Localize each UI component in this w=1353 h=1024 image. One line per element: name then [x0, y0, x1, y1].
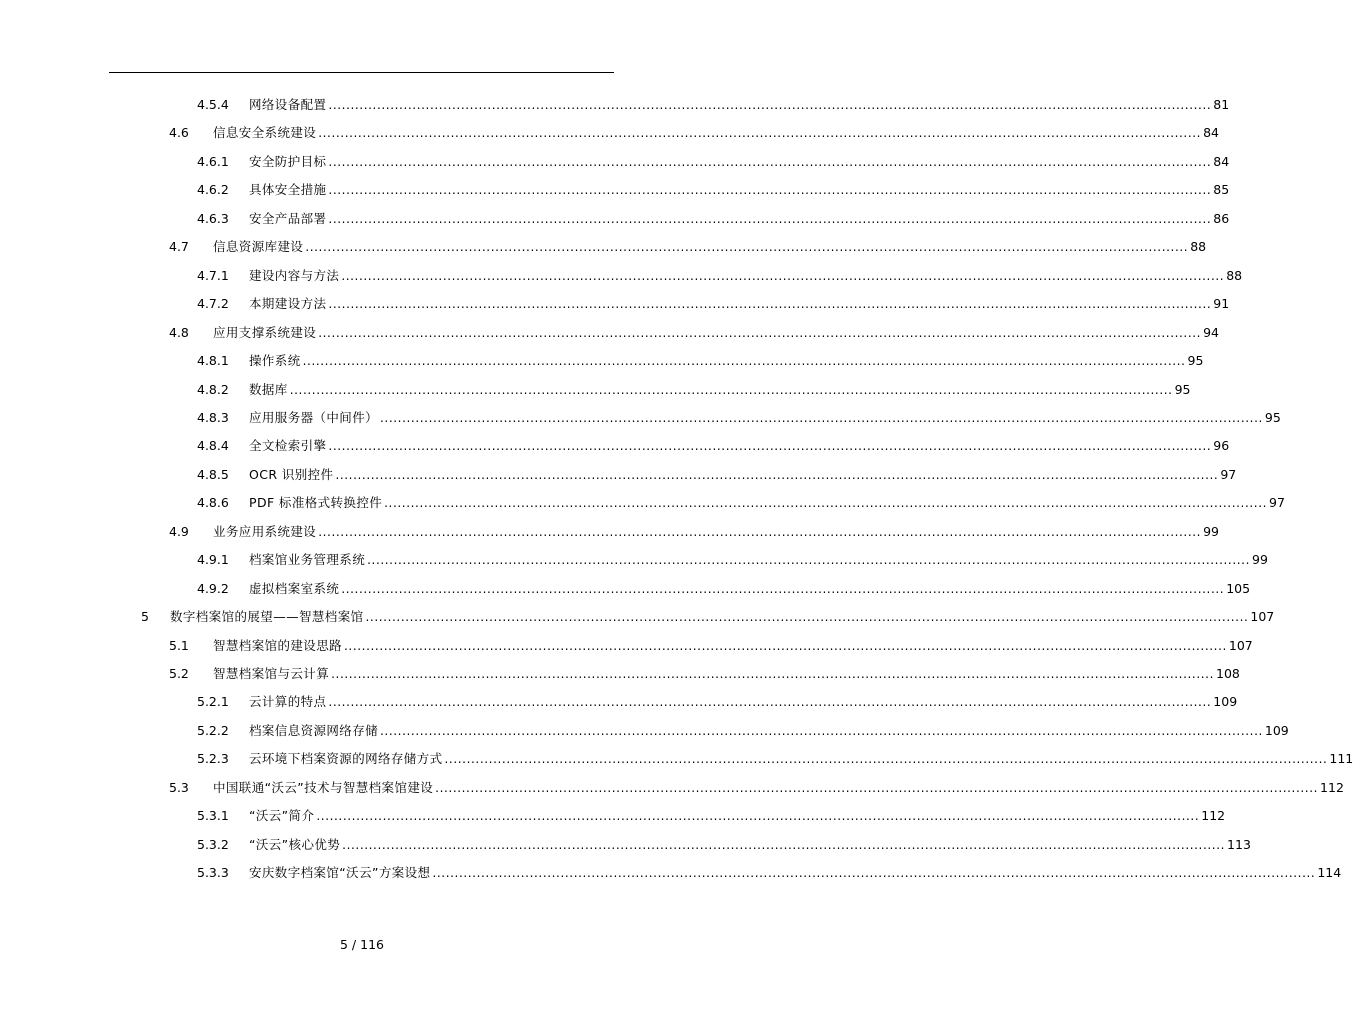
toc-entry[interactable] [197, 461, 1237, 483]
toc-entry-title: 信息安全系统建设 [213, 125, 317, 141]
toc-entry-number: 4.5.4 [197, 97, 229, 112]
toc-entry-page: 99 [1203, 523, 1219, 539]
toc-entry[interactable] [197, 489, 1285, 511]
toc-entry[interactable] [197, 831, 1251, 853]
toc-dot-leader: ........................................................................................................................................................................................................ [380, 723, 1263, 738]
toc-dot-leader: ........................................................................................................................................................................................................ [341, 268, 1225, 283]
toc-entry-page: 105 [1226, 580, 1251, 596]
toc-entry-title: 智慧档案馆的建设思路 [213, 637, 343, 653]
toc-dot-leader: ........................................................................................................................................................................................................ [365, 610, 1249, 625]
toc-entry-number: 5.1 [169, 637, 189, 653]
toc-entry-page: 107 [1250, 609, 1275, 625]
toc-entry[interactable] [169, 518, 1219, 540]
toc-dot-leader: ........................................................................................................................................................................................................ [328, 439, 1212, 454]
toc-entry-title: 安庆数字档案馆“沃云”方案设想 [249, 865, 431, 881]
toc-entry[interactable] [197, 859, 1342, 881]
toc-entry-number: 4.8 [169, 324, 189, 340]
toc-entry-page: 96 [1213, 438, 1230, 454]
toc-entry-number: 5.3.3 [197, 865, 229, 881]
toc-entry-title: 应用支撑系统建设 [213, 324, 317, 340]
toc-dot-leader: ........................................................................................................................................................................................................ [331, 667, 1214, 681]
toc-entry[interactable] [197, 575, 1251, 597]
toc-entry-page: 85 [1213, 182, 1230, 198]
toc-entry-number: 4.8.4 [197, 438, 229, 454]
toc-entry-number: 5.3.1 [197, 808, 229, 824]
toc-entry-page: 113 [1227, 836, 1251, 852]
toc-entry-number: 5.2 [169, 666, 189, 681]
toc-entry-number: 4.6.1 [197, 153, 229, 169]
toc-entry-title: 数据库 [249, 381, 288, 397]
toc-entry-page: 84 [1203, 125, 1219, 141]
toc-entry-title: 安全产品部署 [249, 210, 327, 226]
toc-entry-number: 4.8.2 [197, 381, 229, 397]
toc-dot-leader: ........................................................................................................................................................................................................ [335, 467, 1219, 482]
toc-entry[interactable] [197, 802, 1226, 824]
toc-entry-page: 108 [1216, 666, 1240, 681]
toc-entry-number: 4.6 [169, 125, 189, 141]
toc-entry-page: 97 [1269, 495, 1285, 511]
toc-entry[interactable] [197, 688, 1238, 710]
toc-entry[interactable] [169, 233, 1207, 255]
toc-entry[interactable] [169, 119, 1219, 141]
toc-entry-number: 5.2.1 [197, 694, 229, 710]
toc-entry-number: 4.8.6 [197, 495, 229, 511]
toc-entry-number: 4.6.3 [197, 210, 229, 226]
toc-entry[interactable] [197, 205, 1230, 227]
toc-entry[interactable] [197, 262, 1243, 284]
toc-dot-leader: ........................................................................................................................................................................................................ [302, 354, 1186, 369]
toc-entry-number: 4.7.1 [197, 267, 229, 283]
toc-entry-title: 信息资源库建设 [213, 239, 304, 255]
toc-dot-leader: ........................................................................................................................................................................................................ [318, 524, 1202, 539]
toc-entry-page: 112 [1320, 779, 1344, 795]
toc-entry-title: 云环境下档案资源的网络存储方式 [249, 751, 443, 767]
toc-dot-leader: ........................................................................................................................................................................................................ [318, 325, 1202, 340]
toc-entry-number: 5.2.2 [197, 722, 229, 738]
toc-entry[interactable] [197, 176, 1230, 198]
page-number: 5 / 116 [340, 937, 384, 952]
toc-entry-title: 操作系统 [249, 353, 301, 369]
toc-entry-page: 88 [1226, 267, 1243, 283]
toc-dot-leader: ........................................................................................................................................................................................................ [328, 695, 1212, 710]
toc-dot-leader: ........................................................................................................................................................................................................ [328, 98, 1212, 112]
toc-entry[interactable] [197, 290, 1230, 312]
toc-entry-page: 109 [1264, 722, 1289, 738]
toc-entry-page: 86 [1213, 210, 1230, 226]
toc-entry[interactable] [197, 432, 1230, 454]
toc-entry-number: 4.8.1 [197, 353, 229, 369]
toc-entry-title: 虚拟档案室系统 [249, 580, 340, 596]
toc-entry-number: 4.7.2 [197, 296, 229, 312]
toc-dot-leader: ........................................................................................................................................................................................................ [328, 154, 1212, 169]
toc-entry-title: 档案信息资源网络存储 [249, 722, 379, 738]
toc-entry[interactable] [197, 717, 1289, 739]
toc-entry-number: 4.9.1 [197, 552, 229, 568]
toc-entry-title: 中国联通“沃云”技术与智慧档案馆建设 [213, 779, 434, 795]
toc-entry[interactable] [169, 660, 1240, 682]
toc-entry[interactable] [197, 404, 1281, 426]
toc-dot-leader: ........................................................................................................................................................................................................ [305, 240, 1189, 255]
toc-entry[interactable] [169, 632, 1253, 654]
toc-dot-leader: ........................................................................................................................................................................................................ [316, 809, 1200, 824]
toc-dot-leader: ........................................................................................................................................................................................................ [328, 211, 1212, 226]
toc-dot-leader: ........................................................................................................................................................................................................ [435, 780, 1319, 795]
toc-entry-title: 本期建设方法 [249, 296, 327, 312]
toc-entry-page: 114 [1317, 865, 1342, 881]
toc-entry-number: 5 [141, 609, 149, 625]
toc-entry-title: OCR 识别控件 [249, 466, 334, 482]
toc-dot-leader: ........................................................................................................................................................................................................ [289, 382, 1173, 397]
toc-dot-leader: ........................................................................................................................................................................................................ [344, 638, 1227, 653]
toc-entry-page: 95 [1264, 409, 1281, 425]
toc-entry-title: 业务应用系统建设 [213, 523, 317, 539]
toc-dot-leader: ........................................................................................................................................................................................................ [384, 496, 1268, 511]
toc-entry-title: 建设内容与方法 [249, 267, 340, 283]
toc-entry-page: 107 [1228, 637, 1253, 653]
toc-entry-number: 4.9 [169, 523, 189, 539]
toc-entry-page: 112 [1201, 808, 1226, 824]
toc-entry-number: 4.7 [169, 239, 189, 255]
toc-entry-number: 5.3 [169, 779, 189, 795]
toc-entry-number: 4.9.2 [197, 580, 229, 596]
toc-entry-title: 具体安全措施 [249, 182, 327, 198]
toc-entry-number: 5.3.2 [197, 836, 229, 852]
toc-entry-page: 88 [1190, 239, 1207, 255]
toc-entry-page: 84 [1213, 153, 1230, 169]
toc-dot-leader: ........................................................................................................................................................................................................ [328, 183, 1212, 198]
toc-entry-number: 4.6.2 [197, 182, 229, 198]
toc-dot-leader: ........................................................................................................................................................................................................ [342, 837, 1226, 852]
toc-dot-leader: ........................................................................................................................................................................................................ [318, 126, 1202, 141]
toc-entry-page: 109 [1213, 694, 1238, 710]
toc-entry-title: 全文检索引擎 [249, 438, 327, 454]
toc-entry[interactable] [197, 91, 1230, 113]
toc-entry-title: 网络设备配置 [249, 97, 327, 112]
toc-dot-leader: ........................................................................................................................................................................................................ [380, 410, 1263, 425]
toc-entry[interactable] [197, 148, 1230, 170]
toc-entry[interactable] [197, 376, 1191, 398]
toc-entry-title: 智慧档案馆与云计算 [213, 666, 330, 681]
toc-entry-page: 91 [1213, 296, 1230, 312]
toc-entry[interactable] [197, 546, 1268, 568]
toc-entry-page: 95 [1174, 381, 1191, 397]
toc-dot-leader: ........................................................................................................................................................................................................ [432, 866, 1316, 881]
toc-dot-leader: ........................................................................................................................................................................................................ [341, 581, 1225, 596]
toc-entry-page: 95 [1187, 353, 1204, 369]
toc-entry-page: 97 [1220, 466, 1237, 482]
toc-entry[interactable] [197, 347, 1204, 369]
toc-entry-page: 81 [1213, 97, 1230, 112]
toc-entry-title: 数字档案馆的展望——智慧档案馆 [170, 609, 364, 625]
toc-entry-title: 档案馆业务管理系统 [249, 552, 366, 568]
toc-entry-title: 应用服务器（中间件） [249, 409, 379, 425]
toc-entry[interactable] [141, 603, 1275, 625]
toc-entry-number: 5.2.3 [197, 751, 229, 767]
header-rule [109, 72, 614, 73]
toc-entry-title: PDF 标准格式转换控件 [249, 495, 383, 511]
toc-entry-number: 4.8.3 [197, 409, 229, 425]
toc-entry-title: “沃云”简介 [249, 808, 315, 824]
toc-dot-leader: ........................................................................................................................................................................................................ [367, 553, 1250, 568]
toc-entry[interactable] [169, 774, 1344, 796]
toc-dot-leader: ........................................................................................................................................................................................................ [328, 297, 1212, 312]
toc-entry[interactable] [169, 319, 1219, 341]
toc-entry-number: 4.8.5 [197, 466, 229, 482]
toc-entry-title: 云计算的特点 [249, 694, 327, 710]
toc-entry-title: “沃云”核心优势 [249, 836, 341, 852]
toc-entry-page: 94 [1203, 324, 1219, 340]
toc-entry-page: 99 [1252, 552, 1268, 568]
toc-entry-title: 安全防护目标 [249, 153, 327, 169]
toc-dot-leader: ........................................................................................................................................................................................................ [444, 752, 1328, 767]
toc-entry[interactable] [197, 745, 1353, 767]
toc-entry-page: 111 [1329, 751, 1353, 767]
